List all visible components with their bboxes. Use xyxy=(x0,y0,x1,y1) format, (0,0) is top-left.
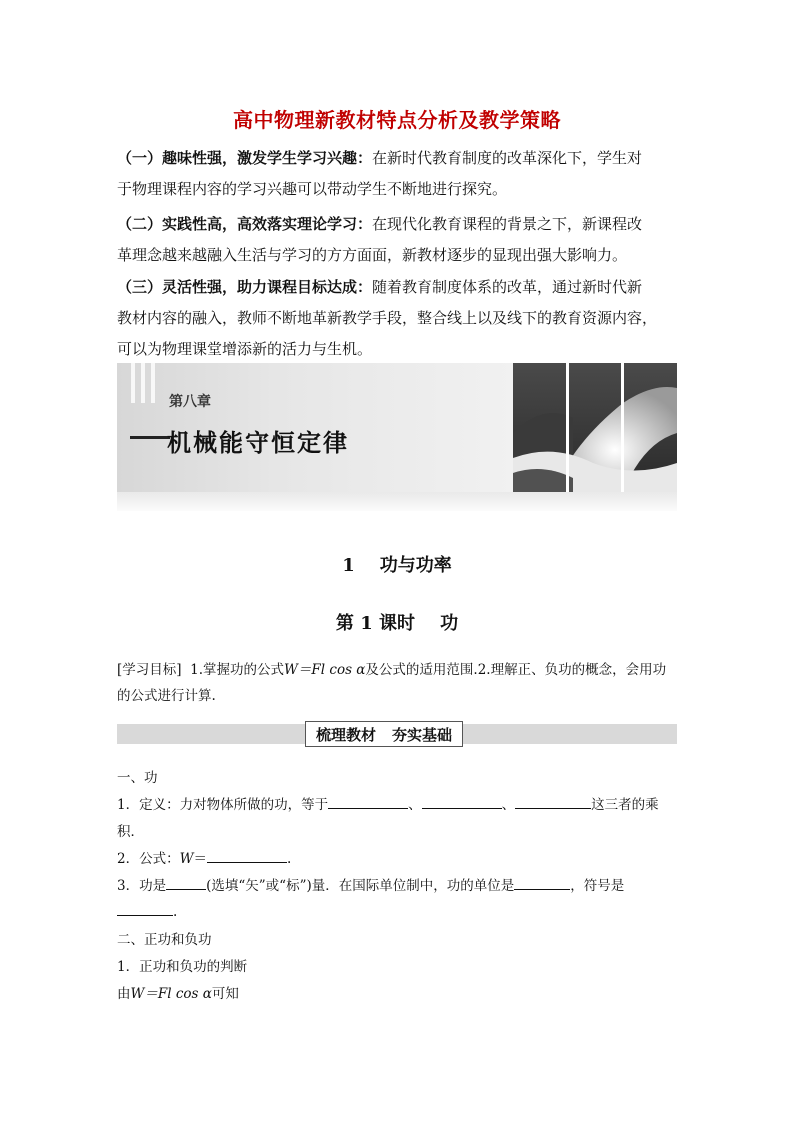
intro-heading-3: （三）灵活性强，助力课程目标达成： xyxy=(117,278,373,296)
judgement-line: 1．正功和负功的判断 xyxy=(117,959,248,975)
formula-line: 2．公式：W＝ . xyxy=(117,847,677,867)
banner-rule xyxy=(130,436,170,439)
intro-paragraph-2: （二）实践性高，高效落实理论学习：在现代化教育课程的背景之下，新课程改 革理念越来越融入生活与学习的方方面面，新教材逐步的显现出强大影响力。 xyxy=(117,215,643,264)
banner-stripe xyxy=(141,363,145,403)
heading-positive-negative-work: 二、正功和负功 xyxy=(117,932,212,948)
fill-blank[interactable] xyxy=(166,875,206,890)
fill-blank[interactable] xyxy=(117,901,173,916)
banner-stripe xyxy=(131,363,135,403)
waterfall-photo xyxy=(513,363,677,492)
work-quantity-line: 3．功是 (选填“矢”或“标”)量．在国际单位制中，功的单位是 ，符号是 xyxy=(117,874,677,894)
fill-blank[interactable] xyxy=(328,794,408,809)
fill-blank[interactable] xyxy=(422,794,502,809)
chapter-title: 机械能守恒定律 xyxy=(167,429,349,457)
intro-paragraph-1: （一）趣味性强，激发学生学习兴趣：在新时代教育制度的改革深化下，学生对 于物理课程内容的学习兴趣可以带动学生不断地进行探究。 xyxy=(117,149,643,198)
work-quantity-line-end: . xyxy=(117,901,677,920)
banner-stripe xyxy=(151,363,155,403)
lesson-heading: 第 1 课时 功 xyxy=(335,613,459,634)
formula-derivation-line: 由W＝Fl cos α可知 xyxy=(117,986,239,1002)
page-title: 高中物理新教材特点分析及教学策略 xyxy=(233,108,561,132)
section-bar-label: 梳理教材 夯实基础 xyxy=(305,721,463,747)
banner-shadow xyxy=(117,492,677,511)
intro-paragraph-3: （三）灵活性强，助力课程目标达成：随着教育制度体系的改革，通过新时代新 教材内容的融入，教师不断地革新教学手段，整合线上以及线下的教育资源内容， 可以为物理课堂增添新的活力与生机。 xyxy=(117,278,658,358)
fill-blank[interactable] xyxy=(207,848,287,863)
learning-objective: [学习目标] 1.掌握功的公式W＝Fl cos α及公式的适用范围.2.理解正、负功的概念，会用功 的公式进行计算. xyxy=(117,662,667,704)
intro-heading-1: （一）趣味性强，激发学生学习兴趣： xyxy=(117,149,373,167)
definition-line-end: 积． xyxy=(117,824,144,840)
heading-work: 一、功 xyxy=(117,770,158,786)
chapter-banner xyxy=(117,363,677,511)
definition-line: 1．定义：力对物体所做的功，等于 、 、 这三者的乘 xyxy=(117,793,677,813)
fill-blank[interactable] xyxy=(515,794,591,809)
fill-blank[interactable] xyxy=(514,875,570,890)
chapter-number: 第八章 xyxy=(169,394,211,410)
section-heading: 1 功与功率 xyxy=(342,555,452,576)
intro-heading-2: （二）实践性高，高效落实理论学习： xyxy=(117,215,373,233)
